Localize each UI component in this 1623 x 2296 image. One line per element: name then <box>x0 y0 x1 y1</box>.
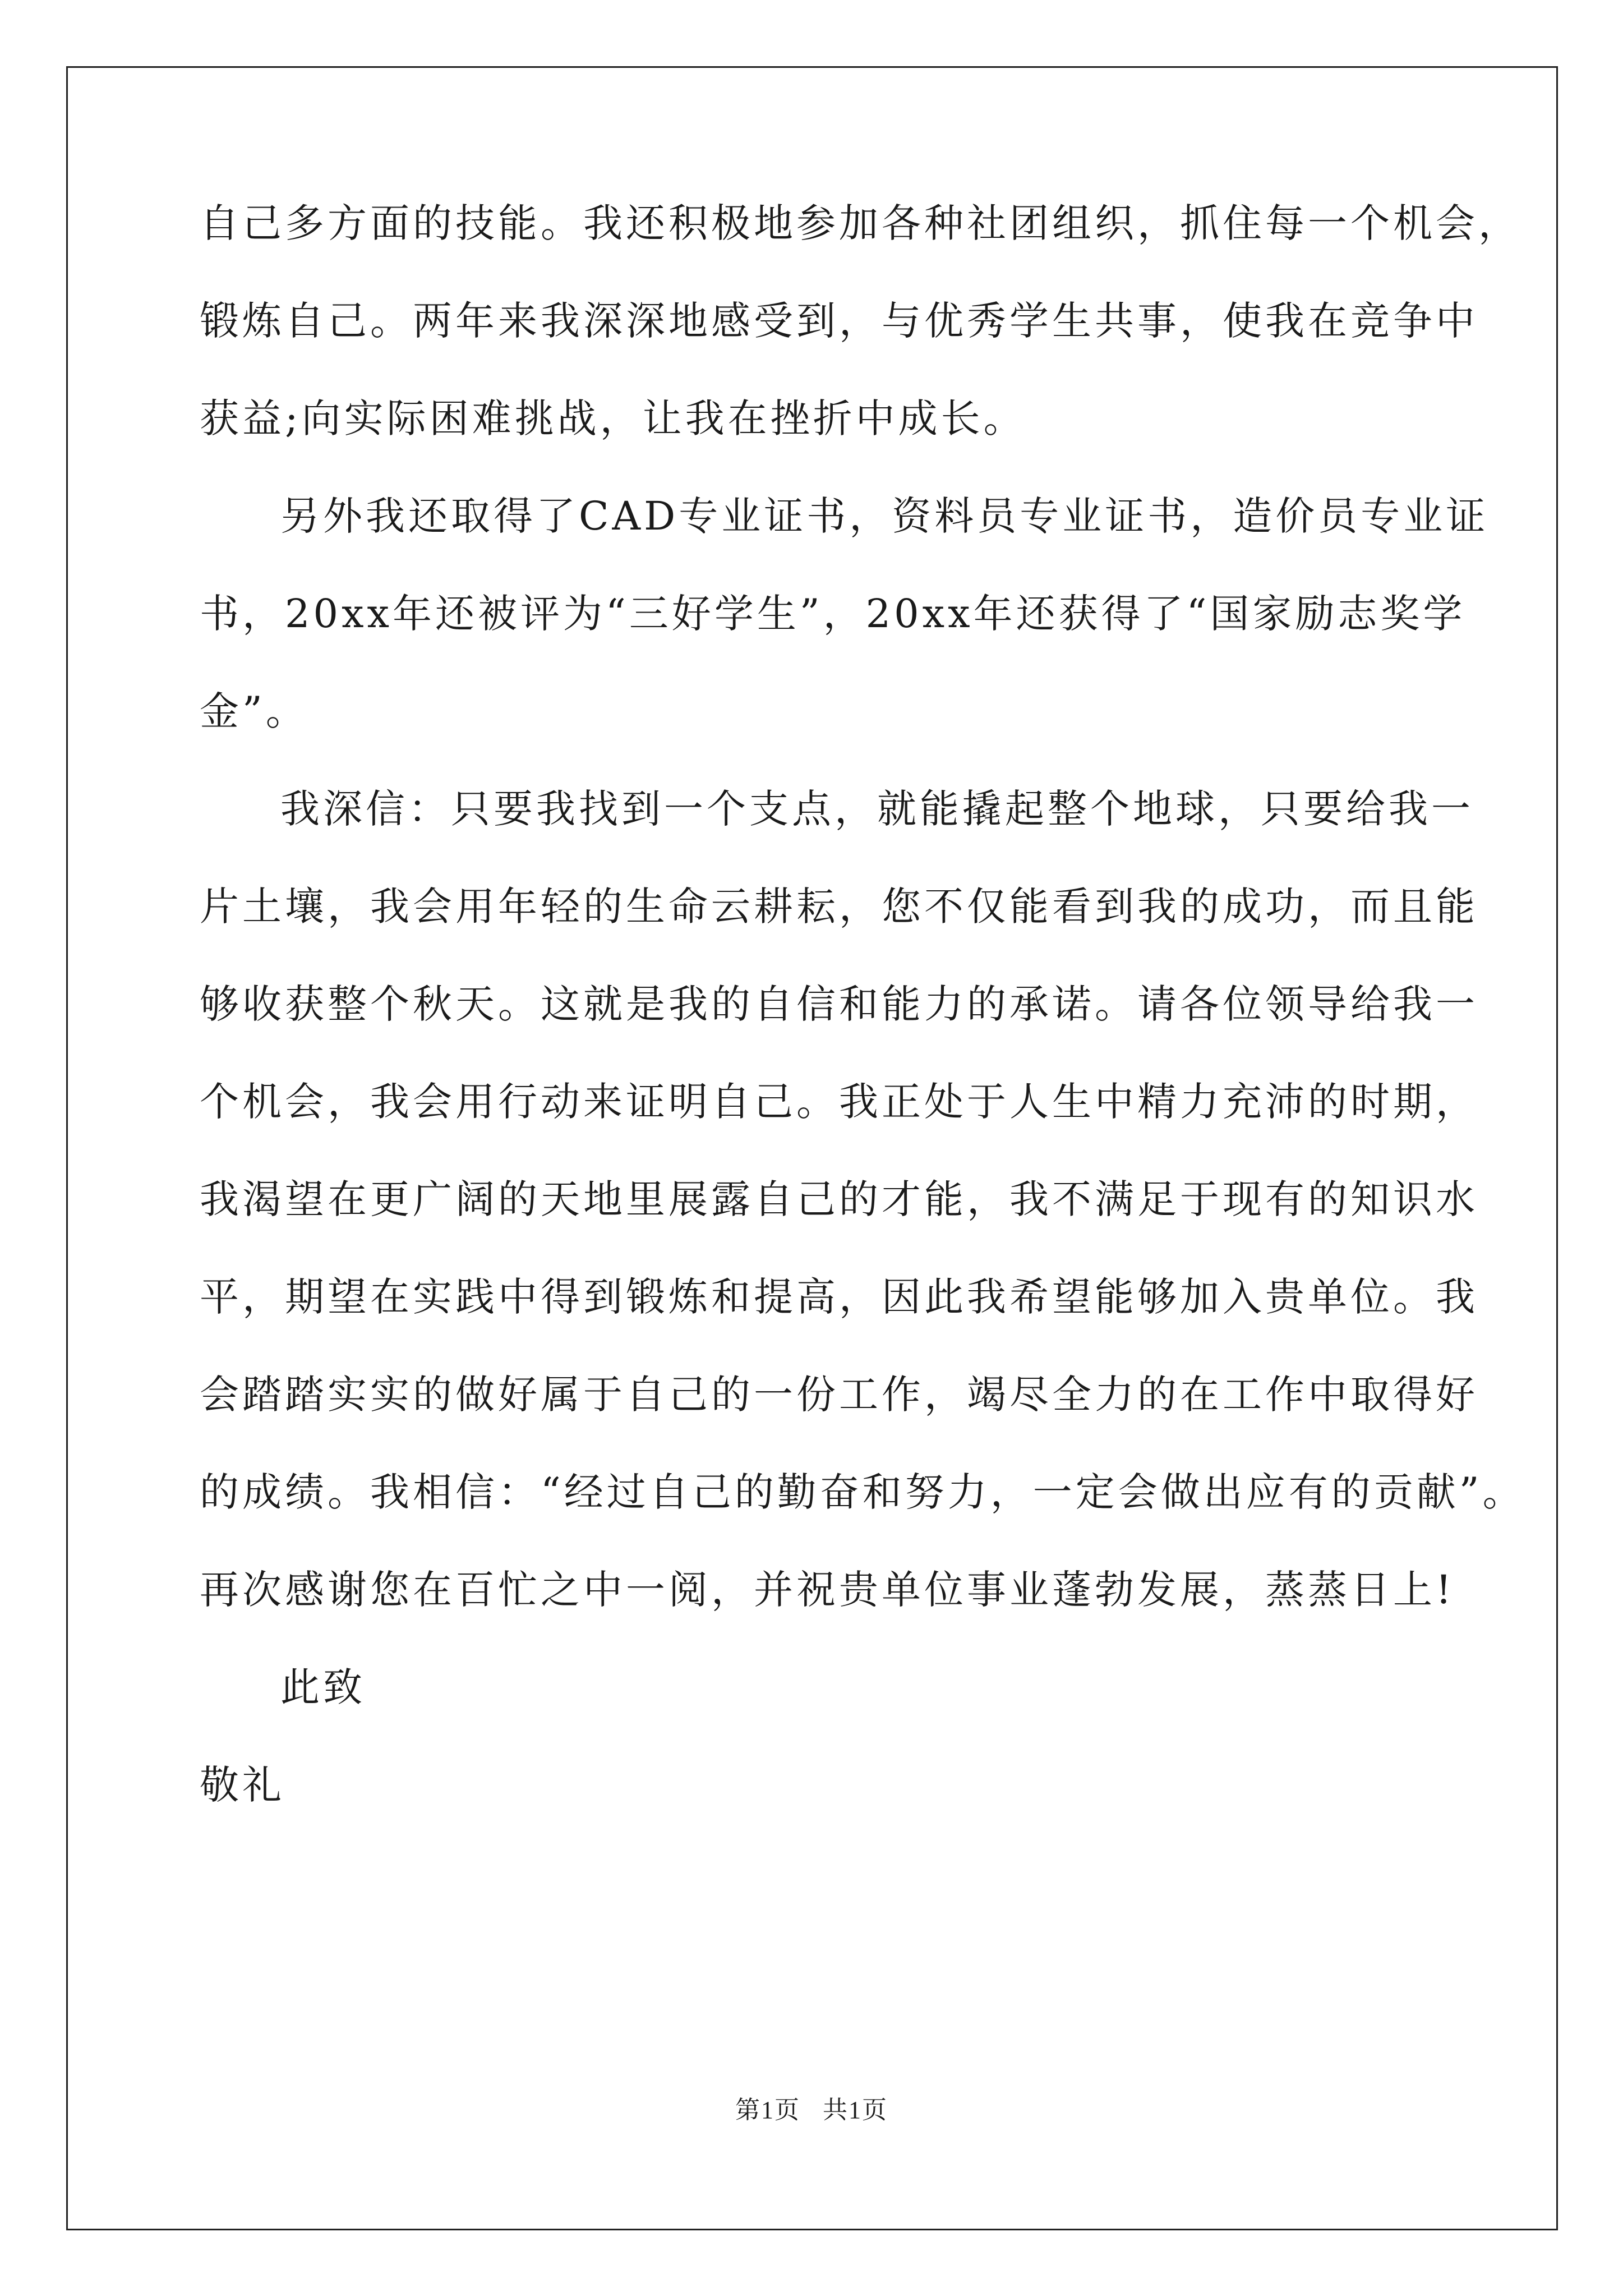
paragraph-line: 自己多方面的技能。我还积极地参加各种社团组织，抓住每一个机会， <box>200 200 1521 246</box>
paragraph-line: 我深信：只要我找到一个支点，就能撬起整个地球，只要给我一 <box>280 786 1474 832</box>
paragraph-line: 再次感谢您在百忙之中一阅，并祝贵单位事业蓬勃发展，蒸蒸日上! <box>200 1567 1455 1613</box>
paragraph-line: 个机会，我会用行动来证明自己。我正处于人生中精力充沛的时期， <box>200 1079 1478 1125</box>
page-number: 第1页 <box>735 2096 800 2124</box>
paragraph-line: 我渴望在更广阔的天地里展露自己的才能，我不满足于现有的知识水 <box>200 1176 1478 1222</box>
paragraph-line: 够收获整个秋天。这就是我的自信和能力的承诺。请各位领导给我一 <box>200 981 1478 1027</box>
paragraph-line: 另外我还取得了CAD专业证书，资料员专业证书，造价员专业证 <box>280 493 1489 539</box>
page-footer <box>0 2093 1623 2127</box>
closing-regards: 敬礼 <box>200 1762 285 1808</box>
paragraph-line: 锻炼自己。两年来我深深地感受到，与优秀学生共事，使我在竞争中 <box>200 298 1478 344</box>
paragraph-line: 金”。 <box>200 688 308 734</box>
paragraph-line: 的成绩。我相信：“经过自己的勤奋和努力，一定会做出应有的贡献”。 <box>200 1469 1525 1515</box>
closing-salutation: 此致 <box>280 1664 366 1710</box>
paragraph-line: 书，20xx年还被评为“三好学生”，20xx年还获得了“国家励志奖学 <box>200 591 1466 637</box>
paragraph-line: 片土壤，我会用年轻的生命云耕耘，您不仅能看到我的成功，而且能 <box>200 884 1478 930</box>
paragraph-line: 获益;向实际困难挑战，让我在挫折中成长。 <box>200 395 1026 441</box>
page-total: 共1页 <box>823 2096 888 2124</box>
paragraph-line: 平，期望在实践中得到锻炼和提高，因此我希望能够加入贵单位。我 <box>200 1274 1478 1320</box>
paragraph-line: 会踏踏实实的做好属于自己的一份工作，竭尽全力的在工作中取得好 <box>200 1372 1478 1418</box>
